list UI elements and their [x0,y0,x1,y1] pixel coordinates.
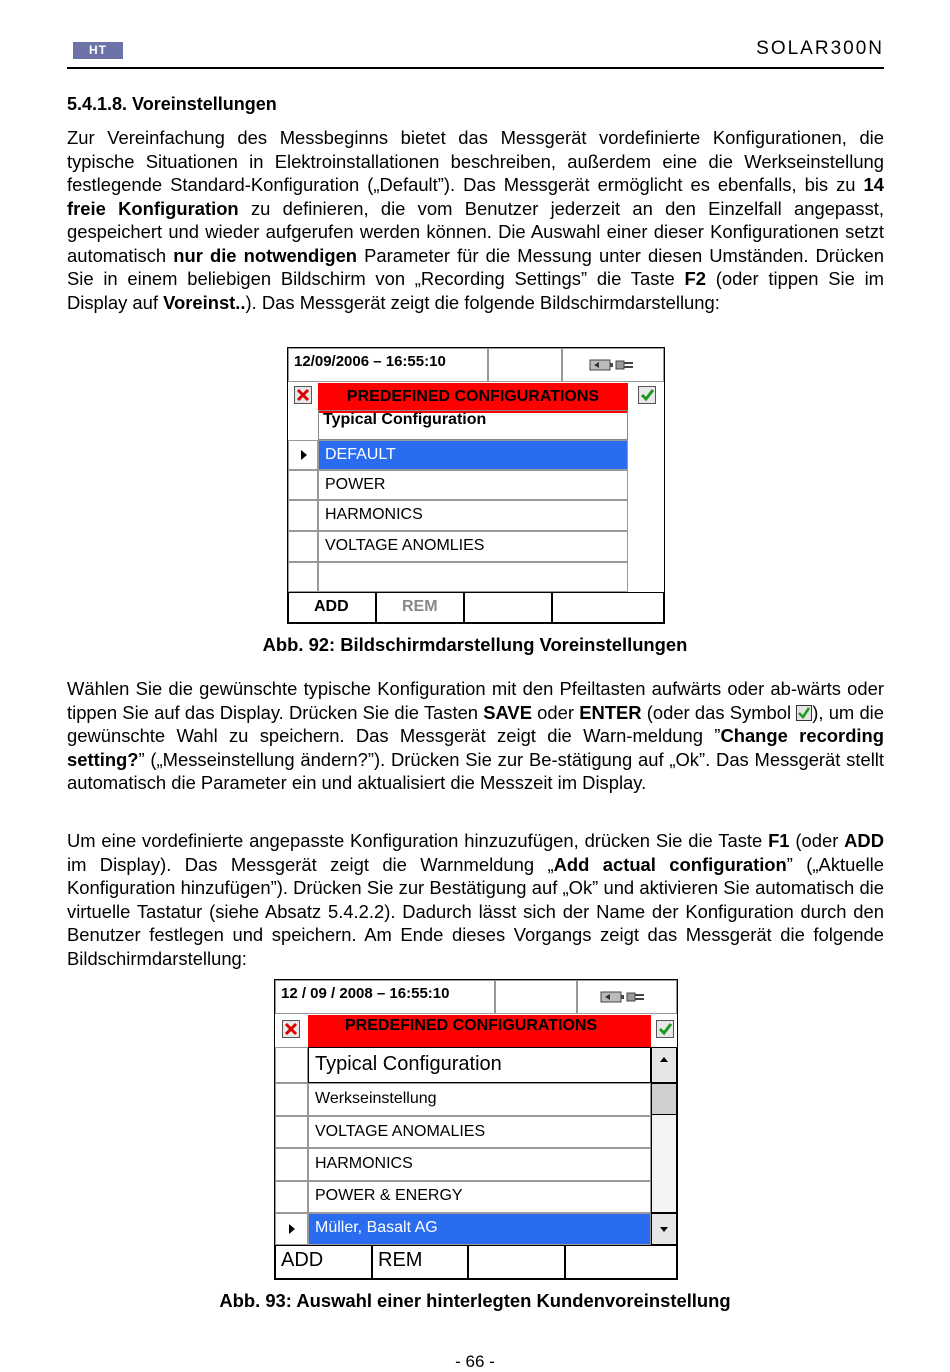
cancel-icon[interactable] [282,1020,300,1038]
f3-button[interactable] [468,1245,565,1279]
screenshot-predefined-1 [287,347,665,624]
rem-button[interactable]: REM [372,1245,468,1279]
status-cell [577,980,677,1014]
list-item[interactable]: VOLTAGE ANOMLIES [318,531,628,562]
add-button[interactable]: ADD [288,592,376,623]
subtitle: Typical Configuration [323,411,487,428]
subtitle: Typical Configuration [315,1053,502,1075]
list-item[interactable]: HARMONICS [318,500,628,531]
subtitle-cell [308,1047,651,1083]
scroll-up-icon [652,1048,676,1082]
f3-button[interactable] [464,592,552,623]
battery-plug-icon [600,989,646,1005]
list-item[interactable]: VOLTAGE ANOMALIES [308,1116,651,1148]
title-bar: PREDEFINED CONFIGURATIONS [318,383,628,413]
scroll-up-button[interactable] [651,1047,677,1083]
confirm-icon[interactable] [638,386,656,404]
list-item[interactable]: HARMONICS [308,1148,651,1181]
list-item-selected[interactable]: Müller, Basalt AG [308,1213,651,1245]
section-title: 5.4.1.8. Voreinstellungen [67,94,277,114]
confirm-check-icon [796,705,812,721]
list-item[interactable] [318,562,628,592]
paragraph-intro: Zur Vereinfachung des Messbeginns bietet das Messgerät vordefinierte Konfigurationen, die typische Situationen in Elektroinstallationen beschreiben, außerdem eine die Werkseinstellung festlegende Standard-Konfiguration („Default”). Das Messgerät ermöglicht es ebenfalls, bis zu 14 freie Konfiguration zu definieren, die vom Benutzer jederzeit an den Einzelfall angepasst, gespeichert und wieder aufgerufen werden können. Die Auswahl einer dieser Konfigurationen setzt automatisch nur die notwendigen Parameter für die Messung unter diesen Umständen. Drücken Sie in einem beliebigen Bildschirm von „Recording Settings” die Taste F2 (oder tippen Sie im Display auf Voreinst..). Das Messgerät zeigt die folgende Bildschirmdarstellung: [67,127,884,313]
add-button[interactable]: ADD [275,1245,372,1279]
scroll-down-icon [652,1214,676,1244]
screenshot-predefined-2 [274,979,678,1280]
cancel-icon[interactable] [294,386,312,404]
status-cell [562,348,664,382]
list-item[interactable]: Werkseinstellung [308,1083,651,1116]
figure-caption-92: Abb. 92: Bildschirmdarstellung Voreinstellungen [262,634,688,655]
scrollbar-thumb[interactable] [651,1083,677,1115]
datetime-cell [288,348,488,382]
paragraph-select: Wählen Sie die gewünschte typische Konfiguration mit den Pfeiltasten aufwärts oder ab-wärts oder tippen Sie auf das Display. Drücken Sie die Tasten SAVE oder ENTER (oder das Symbol ), um die gewünschte Wahl zu speichern. Das Messgerät zeigt die Warn-meldung ”Change recording setting?” („Messeinstellung ändern?”). Drücken Sie zur Be-stätigung auf „Ok”. Das Messgerät stellt automatisch die Parameter ein und aktualisiert die Messzeit im Display. [67,678,884,793]
confirm-icon[interactable] [656,1020,674,1038]
scroll-down-button[interactable] [651,1213,677,1245]
datetime-cell [275,980,495,1014]
f4-button[interactable] [565,1245,677,1279]
figure-caption-93: Abb. 93: Auswahl einer hinterlegten Kundenvoreinstellung [219,1290,731,1311]
battery-plug-icon [589,357,635,373]
selection-arrow-icon [289,1224,295,1234]
title-bar: PREDEFINED CONFIGURATIONS [308,1015,651,1047]
page-number: - 66 - [455,1352,495,1371]
list-item[interactable]: POWER & ENERGY [308,1181,651,1213]
page-header [67,36,884,69]
paragraph-add: Um eine vordefinierte angepasste Konfiguration hinzuzufügen, drücken Sie die Taste F1 (oder ADD im Display). Das Messgerät zeigt die Warnmeldung „Add actual configuration” („Aktuelle Konfiguration hinzufügen”). Drücken Sie zur Bestätigung auf „Ok” und aktivieren Sie automatisch die virtuelle Tastatur (siehe Absatz 5.4.2.2). Dadurch lässt sich der Name der Konfiguration durch den Benutzer festlegen und speichern. Am Ende dieses Vorgangs zeigt das Messgerät die folgende Bildschirmdarstellung: [67,830,884,969]
model-name: SOLAR300N [756,38,884,59]
ht-logo: HT [73,42,123,59]
datetime: 12/09/2006 – 16:55:10 [294,353,446,370]
datetime: 12 / 09 / 2008 – 16:55:10 [281,985,450,1002]
list-item[interactable]: POWER [318,470,628,500]
f4-button[interactable] [552,592,664,623]
selection-arrow-icon [301,450,307,460]
rem-button[interactable]: REM [376,592,464,623]
list-item[interactable]: DEFAULT [318,440,628,470]
